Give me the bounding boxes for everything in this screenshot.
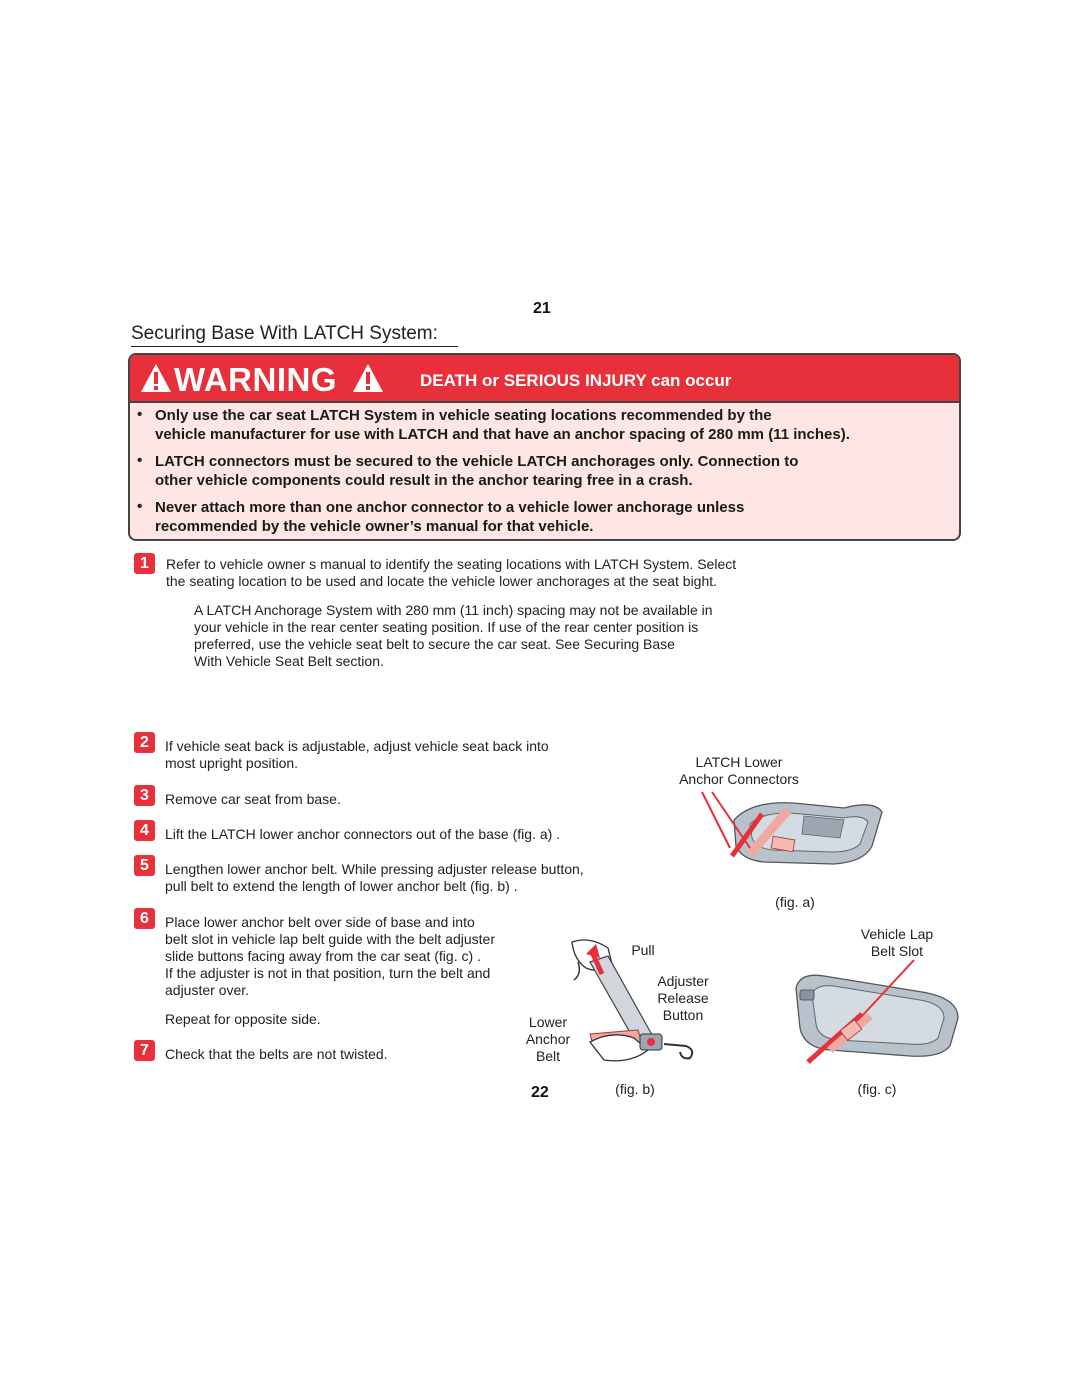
fig-b-lower-label: Lower Anchor Belt: [525, 1014, 571, 1064]
fig-c-label: Vehicle Lap Belt Slot: [860, 926, 934, 959]
step-7-text: Check that the belts are not twisted.: [165, 1046, 388, 1062]
step-3-text: Remove car seat from base.: [165, 791, 341, 807]
warning-triangle-icon: [140, 363, 172, 393]
step-6-text: Place lower anchor belt over side of base and into belt slot in vehicle lap belt guide with the belt adjuster slide buttons facing away from the car seat (fig. c) . If the adjuster is not in that position, turn the belt and adjuster over.: [165, 914, 495, 998]
section-title: Securing Base With LATCH System:: [131, 323, 458, 347]
fig-a-illustration: [694, 790, 888, 870]
step-2-text: If vehicle seat back is adjustable, adjust vehicle seat back into most upright position.: [165, 738, 549, 771]
step-badge-3: 3: [134, 785, 155, 806]
fig-a-label: LATCH Lower Anchor Connectors: [679, 754, 799, 787]
warning-subtitle: DEATH or SERIOUS INJURY can occur: [420, 371, 732, 390]
warning-bullet-1: Only use the car seat LATCH System in vehicle seating locations recommended by the vehicle manufacturer for use with LATCH and that have an anchor spacing of 280 mm (11 inches).: [155, 407, 850, 443]
fig-c-caption: (fig. c): [857, 1081, 897, 1097]
step-badge-2: 2: [134, 732, 155, 753]
fig-b-pull-label: Pull: [631, 942, 655, 958]
fig-b-illustration: [560, 934, 706, 1066]
step-1-text: Refer to vehicle owner s manual to identify the seating locations with LATCH System. Select the seating location to be used and locate the vehicle lower anchorages at the seat bight.: [166, 556, 737, 589]
step-5-text: Lengthen lower anchor belt. While pressing adjuster release button, pull belt to extend the length of lower anchor belt (fig. b) .: [165, 861, 584, 894]
fig-a-caption: (fig. a): [775, 894, 815, 910]
fig-b-adjuster-label: Adjuster Release Button: [657, 973, 709, 1023]
step-badge-1: 1: [134, 553, 155, 574]
warning-bullet-3: Never attach more than one anchor connector to a vehicle lower anchorage unless recommended by the vehicle owner’s manual for that vehicle.: [155, 499, 745, 535]
step-1-note: A LATCH Anchorage System with 280 mm (11 inch) spacing may not be available in your vehicle in the rear center seating position. If use of the rear center position is preferred, use the vehicle seat belt to secure the car seat. See Securing Base With Vehicle Seat Belt section.: [194, 602, 713, 669]
step-badge-7: 7: [134, 1040, 155, 1061]
warning-box: [128, 353, 961, 541]
bullet-dot: •: [137, 406, 143, 423]
bullet-dot: •: [137, 452, 143, 469]
fig-c-illustration: [790, 958, 964, 1070]
page-number-top: 21: [533, 300, 551, 317]
warning-triangle-icon: [352, 363, 384, 393]
page-number-bottom: 22: [531, 1084, 549, 1101]
step-badge-5: 5: [134, 855, 155, 876]
step-6-repeat: Repeat for opposite side.: [165, 1011, 321, 1027]
step-badge-6: 6: [134, 908, 155, 929]
step-4-text: Lift the LATCH lower anchor connectors out of the base (fig. a) .: [165, 826, 561, 842]
fig-b-caption: (fig. b): [615, 1081, 655, 1097]
warning-bullet-2: LATCH connectors must be secured to the vehicle LATCH anchorages only. Connection to other vehicle components could result in the anchor tearing free in a crash.: [155, 453, 799, 489]
warning-header: [130, 355, 959, 403]
warning-word: WARNING: [174, 361, 337, 398]
step-badge-4: 4: [134, 820, 155, 841]
bullet-dot: •: [137, 498, 143, 515]
